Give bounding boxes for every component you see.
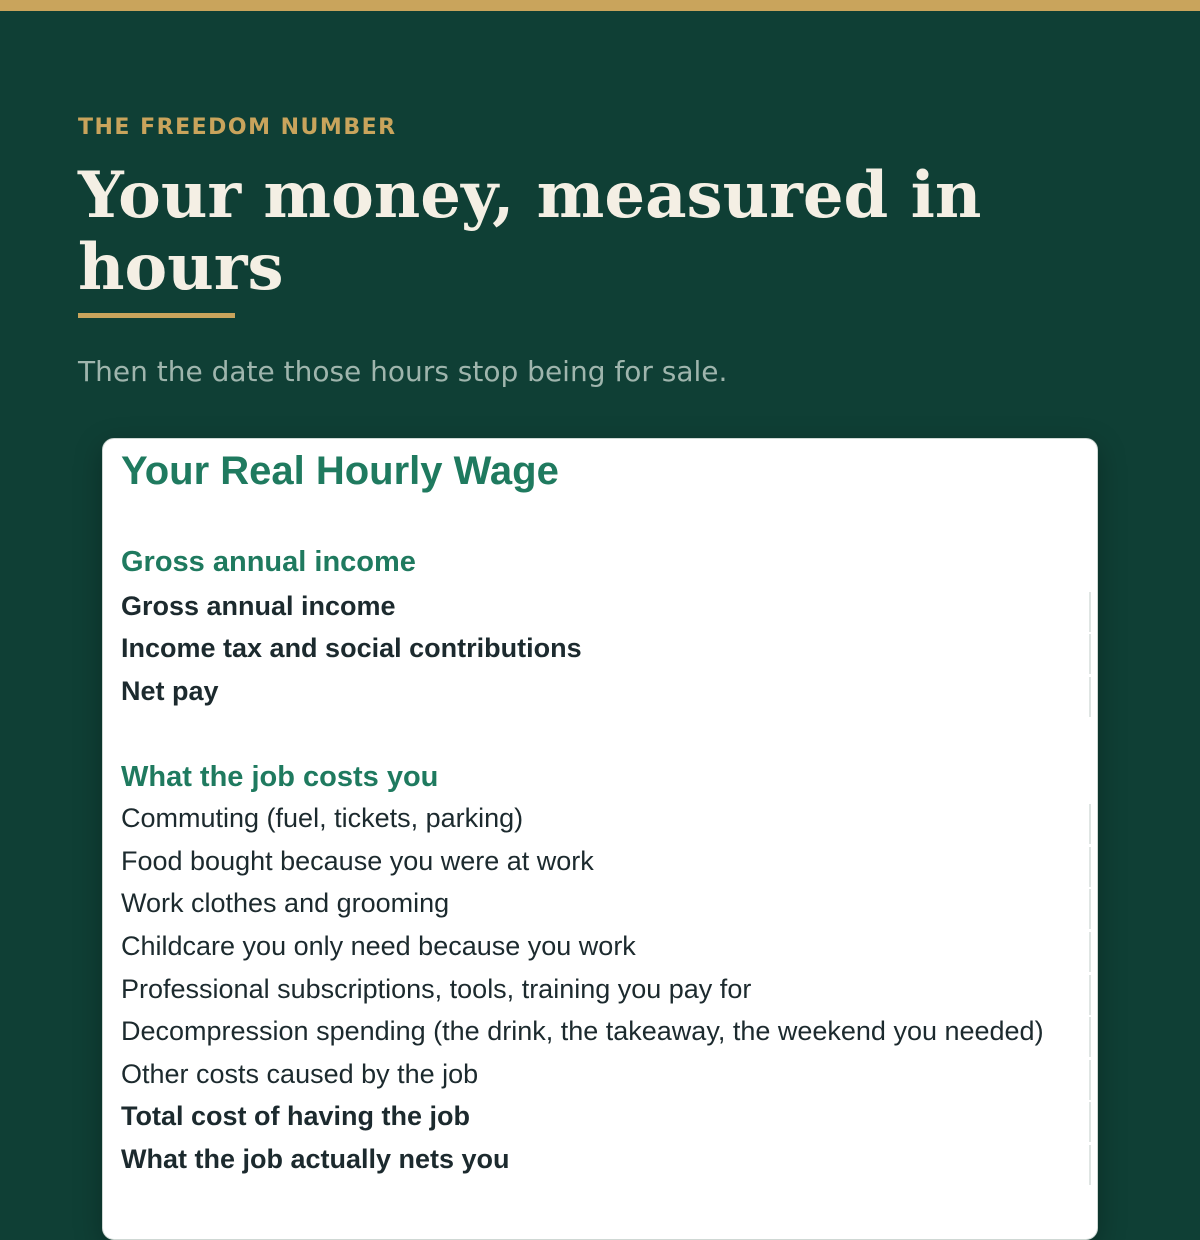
- row-label: Decompression spending (the drink, the takeaway, the weekend you needed): [121, 1016, 1044, 1046]
- row-work-clothes[interactable]: [121, 888, 1093, 928]
- row-commuting[interactable]: [121, 803, 1093, 843]
- row-divider: [1089, 847, 1091, 887]
- row-divider: [1089, 889, 1091, 929]
- row-divider: [1089, 932, 1091, 972]
- section-heading-gross-income: Gross annual income: [121, 546, 416, 578]
- row-label: Gross annual income: [121, 591, 396, 621]
- row-job-net[interactable]: [121, 1144, 1093, 1184]
- row-divider: [1089, 592, 1091, 632]
- row-label: Food bought because you were at work: [121, 846, 594, 876]
- row-decompression-spending[interactable]: [121, 1016, 1093, 1056]
- row-label: Work clothes and grooming: [121, 888, 450, 918]
- row-label: Professional subscriptions, tools, training you pay for: [121, 974, 752, 1004]
- row-income-tax[interactable]: [121, 633, 1093, 673]
- row-label: Childcare you only need because you work: [121, 931, 636, 961]
- card-title: Your Real Hourly Wage: [121, 449, 559, 493]
- headline-accent-rule: [78, 313, 235, 318]
- row-label: What the job actually nets you: [121, 1144, 510, 1174]
- page-headline: Your money, measured in hours: [78, 158, 982, 305]
- row-divider: [1089, 1102, 1091, 1142]
- row-label: Net pay: [121, 676, 219, 706]
- row-label: Commuting (fuel, tickets, parking): [121, 803, 524, 833]
- row-label: Income tax and social contributions: [121, 633, 582, 663]
- row-divider: [1089, 677, 1091, 717]
- row-professional-subscriptions[interactable]: [121, 974, 1093, 1014]
- row-divider: [1089, 975, 1091, 1015]
- row-divider: [1089, 1017, 1091, 1057]
- row-total-job-cost[interactable]: [121, 1101, 1093, 1141]
- row-divider: [1089, 1145, 1091, 1185]
- row-net-pay[interactable]: [121, 676, 1093, 716]
- eyebrow-label: THE FREEDOM NUMBER: [78, 115, 397, 140]
- section-heading-job-costs: What the job costs you: [121, 761, 439, 793]
- row-gross-annual-income[interactable]: [121, 591, 1093, 631]
- row-divider: [1089, 1060, 1091, 1100]
- row-divider: [1089, 804, 1091, 844]
- row-childcare[interactable]: [121, 931, 1093, 971]
- row-food-at-work[interactable]: [121, 846, 1093, 886]
- real-hourly-wage-card: [102, 438, 1098, 1240]
- top-accent-stripe: [0, 0, 1200, 11]
- row-label: Other costs caused by the job: [121, 1059, 479, 1089]
- row-label: Total cost of having the job: [121, 1101, 470, 1131]
- page-subhead: Then the date those hours stop being for sale.: [78, 355, 728, 388]
- row-divider: [1089, 634, 1091, 674]
- row-other-costs[interactable]: [121, 1059, 1093, 1099]
